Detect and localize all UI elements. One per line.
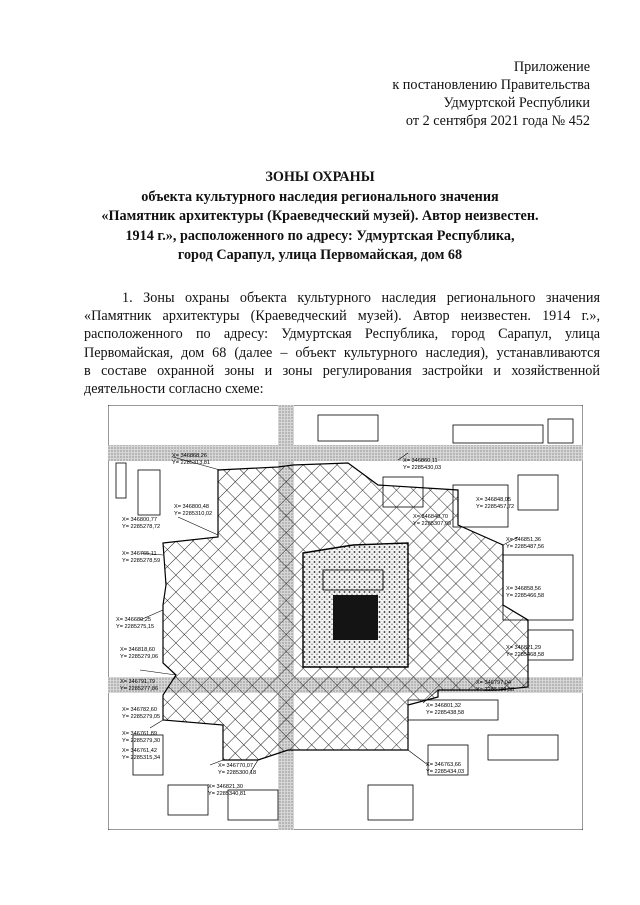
heritage-object: [333, 595, 378, 640]
coord-label: X= 346818,60: [120, 647, 155, 653]
appendix-line: к постановлению Правительства: [392, 77, 590, 93]
coord-label: Y= 2285434,03: [426, 769, 465, 775]
coord-label: Y= 2285313,81: [172, 460, 211, 466]
coord-label: Y= 2285310,02: [174, 511, 213, 517]
map-svg: [108, 405, 583, 830]
coord-label: Y= 2285278,72: [122, 524, 161, 530]
appendix-line: Удмуртской Республики: [443, 95, 590, 111]
coord-label: X= 346761,42: [122, 748, 157, 754]
coord-label: X= 346821,29: [506, 645, 541, 651]
coord-label: Y= 2285278,59: [122, 558, 161, 564]
title-line: город Сарапул, улица Первомайская, дом 68: [177, 247, 463, 263]
coord-label: X= 346761,89: [122, 731, 157, 737]
coord-label: Y= 2285457,72: [476, 504, 515, 510]
title-line: 1914 г.», расположенного по адресу: Удмуртская Республика,: [125, 227, 515, 244]
coord-label: Y= 2285307,09: [413, 521, 452, 527]
coord-label: X= 346868,26: [172, 453, 207, 459]
paragraph-line: 1. Зоны охраны объекта культурного наследия регионального значения: [122, 290, 600, 306]
paragraph-line: деятельности согласно схеме:: [84, 380, 264, 397]
coord-label: X= 346680,25: [116, 617, 151, 623]
coord-label: Y= 2285487,56: [506, 544, 545, 550]
title-line: объекта культурного наследия регионального значения: [141, 188, 499, 205]
title-line: «Памятник архитектуры (Краеведческий музей). Автор неизвестен.: [101, 208, 539, 224]
coord-label: Y= 2285277,86: [120, 686, 159, 692]
coord-label: X= 346782,60: [122, 707, 157, 713]
coord-label: X= 346797,04: [476, 680, 511, 686]
coord-label: X= 346851,36: [506, 537, 541, 543]
coord-label: Y= 2285489,50: [476, 687, 515, 693]
paragraph-line: расположенного по адресу: Удмуртская Республика, город Сарапул, улица: [84, 326, 600, 343]
coord-label: Y= 2285315,34: [122, 755, 161, 761]
coord-label: Y= 2285430,03: [403, 465, 442, 471]
appendix-line: от 2 сентября 2021 года № 452: [405, 113, 590, 129]
coord-label: X= 346858,56: [506, 586, 541, 592]
coord-label: Y= 2285279,05: [122, 714, 161, 720]
coord-label: Y= 2285300,18: [218, 770, 257, 776]
paragraph-line: «Памятник архитектуры (Краеведческий музей). Автор неизвестен. 1914 г.»,: [84, 308, 600, 325]
coord-label: X= 346840,70: [413, 514, 448, 520]
coord-label: X= 346765,11: [122, 551, 157, 557]
coord-label: Y= 2285279,30: [122, 738, 161, 744]
zone-scheme-map: [108, 405, 583, 830]
title-line: ЗОНЫ ОХРАНЫ: [265, 169, 375, 185]
coord-label: X= 346800,48: [174, 504, 209, 510]
coord-label: X= 346791,79: [120, 679, 155, 685]
coord-label: Y= 2285438,58: [426, 710, 465, 716]
coord-label: Y= 2285466,58: [506, 593, 545, 599]
document-title: [60, 168, 580, 266]
coord-label: Y= 2285275,15: [116, 624, 155, 630]
paragraph-line: в составе охранной зоны и зоны регулирования застройки и хозяйственной: [84, 362, 600, 379]
appendix-block: [360, 58, 590, 130]
coord-label: X= 346801,32: [426, 703, 461, 709]
coord-label: X= 346763,66: [426, 762, 461, 768]
coord-label: Y= 2285279,06: [120, 654, 159, 660]
coord-label: X= 346860,11: [403, 458, 438, 464]
coord-label: Y= 2285340,81: [208, 791, 247, 797]
coord-label: X= 346821,30: [208, 784, 243, 790]
coord-label: X= 346770,07: [218, 763, 253, 769]
coord-label: X= 346800,77: [122, 517, 157, 523]
appendix-line: Приложение: [513, 59, 590, 75]
coord-label: X= 346848,05: [476, 497, 511, 503]
body-paragraph: [84, 289, 600, 398]
paragraph-line: Первомайская, дом 68 (далее – объект культурного наследия), устанавливаются: [84, 344, 600, 361]
coord-label: Y= 2285468,58: [506, 652, 545, 658]
